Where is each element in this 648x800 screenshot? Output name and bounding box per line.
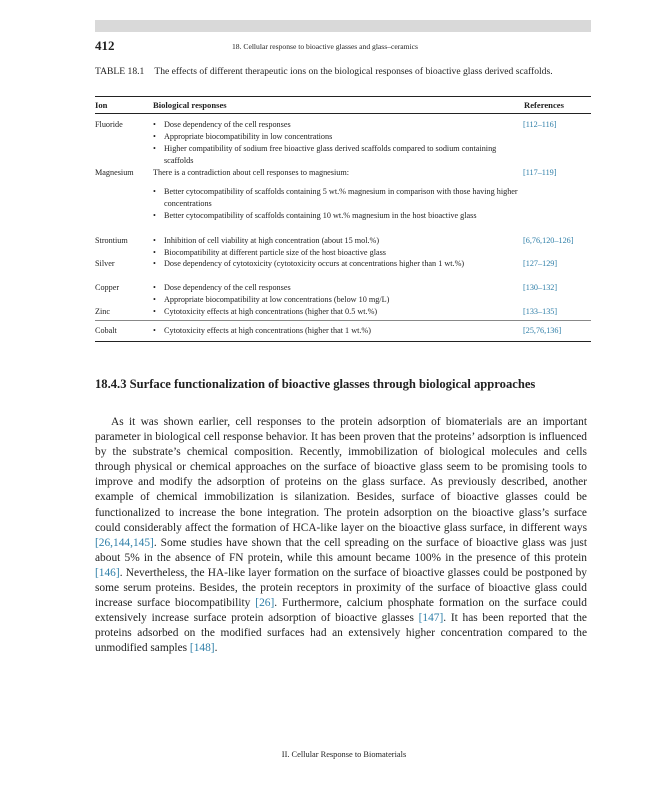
ref-fluoride[interactable]: [112–116]	[523, 120, 557, 129]
table-header-rule	[95, 113, 591, 114]
citation-link[interactable]: [147]	[418, 612, 444, 625]
ion-silver: Silver	[95, 259, 115, 268]
ion-zinc: Zinc	[95, 307, 111, 316]
table-row-rule	[95, 320, 591, 321]
body-text-4: . Furthermore, calcium phosphate formation on the surface could extensively increase surface protein adsorption of bioactive glasses	[95, 597, 587, 625]
ion-fluoride: Fluoride	[95, 120, 123, 129]
body-text-5: . It has been reported that the proteins adsorbed on the modified surfaces had an extensively higher concentration compared to the unmodified samples	[95, 612, 587, 655]
ion-magnesium: Magnesium	[95, 168, 134, 177]
magnesium-response-1: • Better cytocompatibility of scaffolds containing 5 wt.% magnesium in comparison with those having higher concentrations	[153, 186, 518, 209]
ion-strontium: Strontium	[95, 236, 128, 245]
ref-cobalt[interactable]: [25,76,136]	[523, 326, 562, 335]
strontium-response-1: • Inhibition of cell viability at high concentration (about 15 mol.%)	[153, 235, 518, 247]
body-text-6: .	[214, 642, 218, 655]
page-number: 412	[95, 38, 115, 53]
ref-strontium[interactable]: [6,76,120–126]	[523, 236, 574, 245]
header-bar	[95, 20, 591, 32]
table-label: TABLE 18.1	[95, 66, 145, 77]
page-footer: II. Cellular Response to Biomaterials	[281, 750, 407, 759]
strontium-response-2: • Biocompatibility at different particle size of the host bioactive glass	[153, 247, 518, 259]
magnesium-intro: There is a contradiction about cell responses to magnesium:	[153, 168, 349, 177]
ion-cobalt: Cobalt	[95, 326, 117, 335]
zinc-response-1: • Cytotoxicity effects at high concentrations (higher that 0.5 wt.%)	[153, 306, 518, 318]
fluoride-response-2: • Appropriate biocompatibility in low concentrations	[153, 131, 518, 143]
column-header-responses: Biological responses	[153, 100, 227, 110]
ref-silver[interactable]: [127–129]	[523, 259, 558, 268]
body-text-1: As it was shown earlier, cell responses to the protein adsorption of biomaterials are an important parameter in biological cell response behavior. It has been proven that the proteins’ adsorption is influenced by the substrate’s chemical composition. Recently, immobilization of biological molecules and cells through physical or chemical approaches on the surface of bioactive glass seem to be promising tools to improve and modify the adsorption of proteins on the glass surface. As previously described, another example of chemical immobilization is silanization. Besides, surface of bioactive glasses could be functionalized to increase the bone integration. The protein adsorption on the bioactive glass’s surface could considerably affect the formation of HCA-like layer on the bioactive glass surface, in different ways	[95, 416, 587, 534]
section-body	[95, 415, 587, 657]
table-caption-text: The effects of different therapeutic ions on the biological responses of bioactive glass derived scaffolds.	[154, 66, 553, 77]
column-header-references: References	[524, 100, 564, 110]
table-top-rule	[95, 96, 591, 97]
running-title: 18. Cellular response to bioactive glasses and glass–ceramics	[232, 42, 418, 51]
citation-link[interactable]: [148]	[189, 642, 215, 655]
ref-copper[interactable]: [130–132]	[523, 283, 558, 292]
body-paragraph	[95, 415, 587, 657]
citation-link[interactable]: [26,144,145]	[95, 536, 154, 549]
cobalt-response-1: • Cytotoxicity effects at high concentrations (higher that 1 wt.%)	[153, 325, 518, 337]
column-header-ion: Ion	[95, 100, 108, 110]
body-text-2: . Some studies have shown that the cell spreading on the surface of bioactive glass was just about 5% in the absence of FN protein, while this amount became 100% in the presence of this protein	[95, 536, 587, 564]
table-caption	[95, 66, 591, 78]
copper-response-2: • Appropriate biocompatibility at low concentrations (below 10 mg/L)	[153, 294, 518, 306]
citation-link[interactable]: [26]	[255, 597, 275, 610]
page-header	[95, 38, 591, 54]
fluoride-response-3: • Higher compatibility of sodium free bioactive glass derived scaffolds compared to sodium containing scaffolds	[153, 143, 518, 166]
fluoride-response-1: • Dose dependency of the cell responses	[153, 119, 518, 131]
copper-response-1: • Dose dependency of the cell responses	[153, 282, 518, 294]
section-heading: 18.4.3 Surface functionalization of bioactive glasses through biological approaches	[95, 377, 536, 391]
magnesium-response-2: • Better cytocompatibility of scaffolds containing 10 wt.% magnesium in the host bioactive glass	[153, 210, 518, 222]
ref-zinc[interactable]: [133–135]	[523, 307, 558, 316]
table-bottom-rule	[95, 341, 591, 342]
silver-response-1: • Dose dependency of cytotoxicity (cytotoxicity occurs at concentrations higher than 1 wt.%)	[153, 258, 518, 270]
ref-magnesium[interactable]: [117–119]	[523, 168, 557, 177]
body-text-3: . Nevertheless, the HA-like layer formation on the surface of bioactive glasses could be postponed by some serum proteins. Besides, the protein receptors in proximity of the surface of bioactive glass could increase surface biocompatibility	[95, 566, 587, 610]
ion-copper: Copper	[95, 283, 120, 292]
citation-link[interactable]: [146]	[95, 566, 120, 579]
